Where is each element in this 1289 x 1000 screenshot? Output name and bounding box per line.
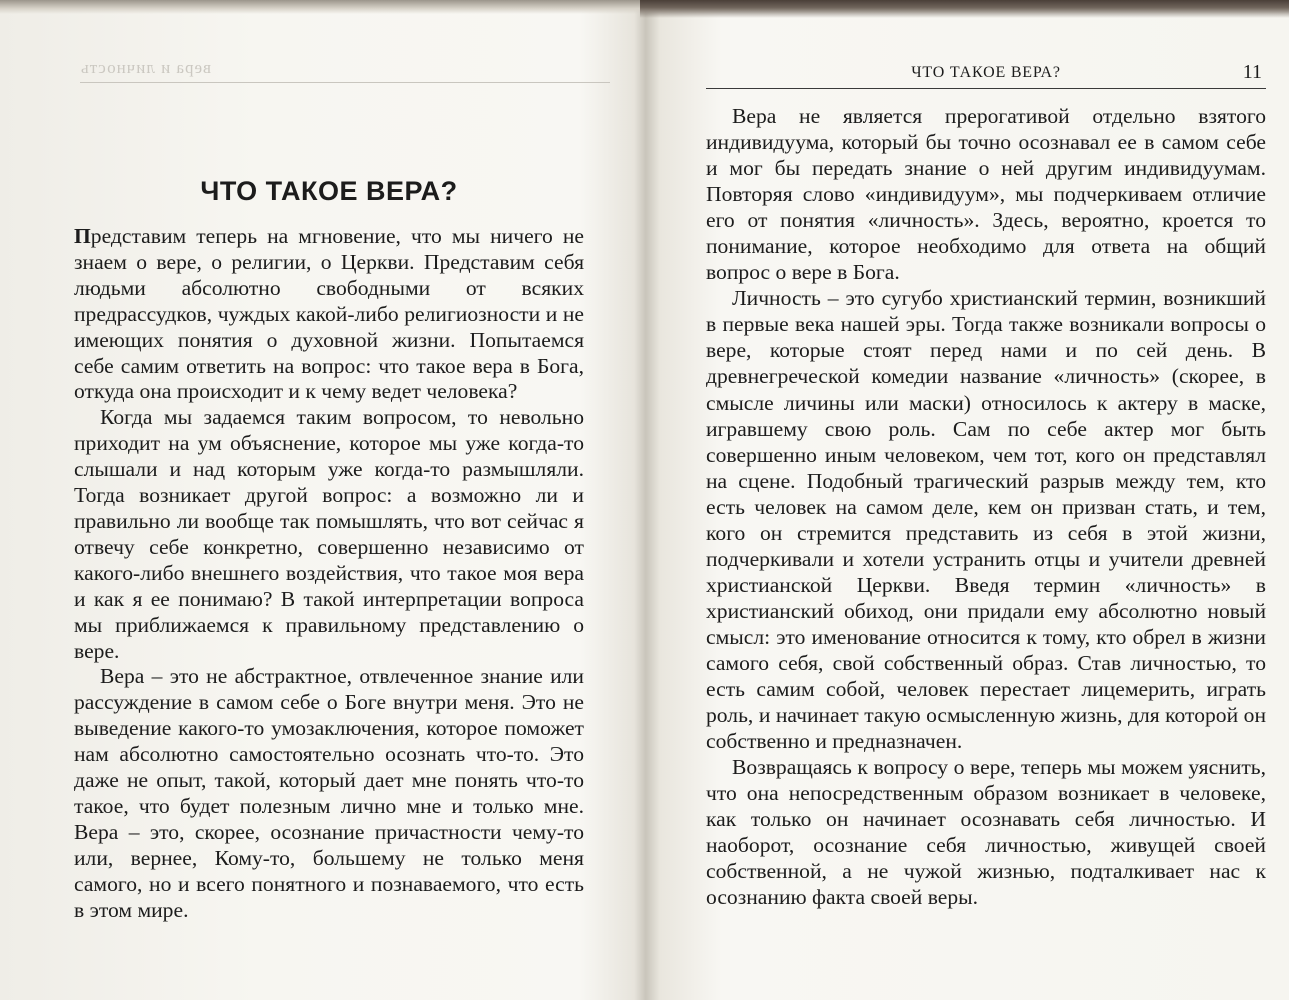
left-page-body <box>74 224 584 923</box>
paragraph: Личность – это сугубо христианский термин, возникший в первые века нашей эры. Тогда также возникали вопросы о вере, которые стоят перед нами и по сей день. В древнегреческой комедии название «личность» (скорее, в смысле личины или маски) относилось к актеру в маске, игравшему свою роль. Сам по себе актер мог быть совершенно иным человеком, чем тот, кого он представлял на сцене. Подобный трагический разрыв между тем, кто есть человек на самом деле, кем он призван стать, и тем, кого он стремится представить из себя в этой жизни, подчеркивали и хотели устранить отцы и учители древней христианской Церкви. Введя термин «личность» в христианский обиход, они придали ему абсолютно новый смысл: это именование относится к тому, кто обрел в жизни самого себя, свой собственный образ. Став личностью, то есть самим собой, человек перестает лицемерить, играть роль, и начинает такую осмысленную жизнь, для которой он собственно и предназначен. <box>706 286 1266 754</box>
left-page <box>0 0 640 1000</box>
bleed-through-header: вера и личность <box>80 58 610 83</box>
running-head-title: ЧТО ТАКОЕ ВЕРА? <box>911 64 1061 81</box>
paragraph: Вера – это не абстрактное, отвлеченное знание или рассуждение в самом себе о Боге внутри меня. Это не выведение какого-то умозаключения, которое поможет нам абсолютно самостоятельно осознать что-то. Это даже не опыт, такой, который дает мне понять что-то такое, что будет полезным лично мне и только мне. Вера – это, скорее, осознание причастности чему-то или, вернее, Кому-то, большему не только меня самого, но и всего понятного и познаваемого, что есть в этом мире. <box>74 664 584 922</box>
page-number: 11 <box>1242 61 1262 83</box>
drop-cap: П <box>74 224 91 248</box>
right-page <box>640 0 1289 1000</box>
running-head <box>706 62 1266 89</box>
paragraph: Когда мы задаемся таким вопросом, то невольно приходит на ум объяснение, которое мы уже когда-то слышали и над которым уже когда-то размышляли. Тогда возникает другой вопрос: а возможно ли и правильно ли вообще так помышлять, что вот сейчас я отвечу себе конкретно, совершенно независимо от какого-либо внешнего воздействия, что такое моя вера и как я ее понимаю? В такой интерпретации вопроса мы приближаемся к правильному представлению о вере. <box>74 405 584 663</box>
chapter-title: ЧТО ТАКОЕ ВЕРА? <box>200 176 458 206</box>
paragraph-text: редставим теперь на мгновение, что мы ничего не знаем о вере, о религии, о Церкви. Представим себя людьми абсолютно свободными от всяких предрассудков, чуждых какой-либо религиозности и не имеющих понятия о духовной жизни. Попытаемся себе самим ответить на вопрос: что такое вера в Бога, откуда она происходит и к чему ведет человека? <box>74 224 584 404</box>
paragraph: Возвращаясь к вопросу о вере, теперь мы можем уяснить, что она непосредственным образом возникает в человеке, как только он начинает осознавать себя личностью. И наоборот, осознание себя личностью, живущей своей собственной, а не чужой жизнью, подталкивает нас к осознанию факта своей веры. <box>706 755 1266 910</box>
right-page-body <box>706 103 1266 910</box>
paragraph <box>74 224 584 405</box>
paragraph: Вера не является прерогативой отдельно взятого индивидуума, который бы точно осознавал ее в самом себе и мог бы передать знание о ней другим индивидуумам. Повторяя слово «индивидуум», мы подчеркиваем отличие его от понятия «личность». Здесь, вероятно, кроется то понимание, которое необходимо для ответа на общий вопрос о вере в Бога. <box>706 104 1266 285</box>
